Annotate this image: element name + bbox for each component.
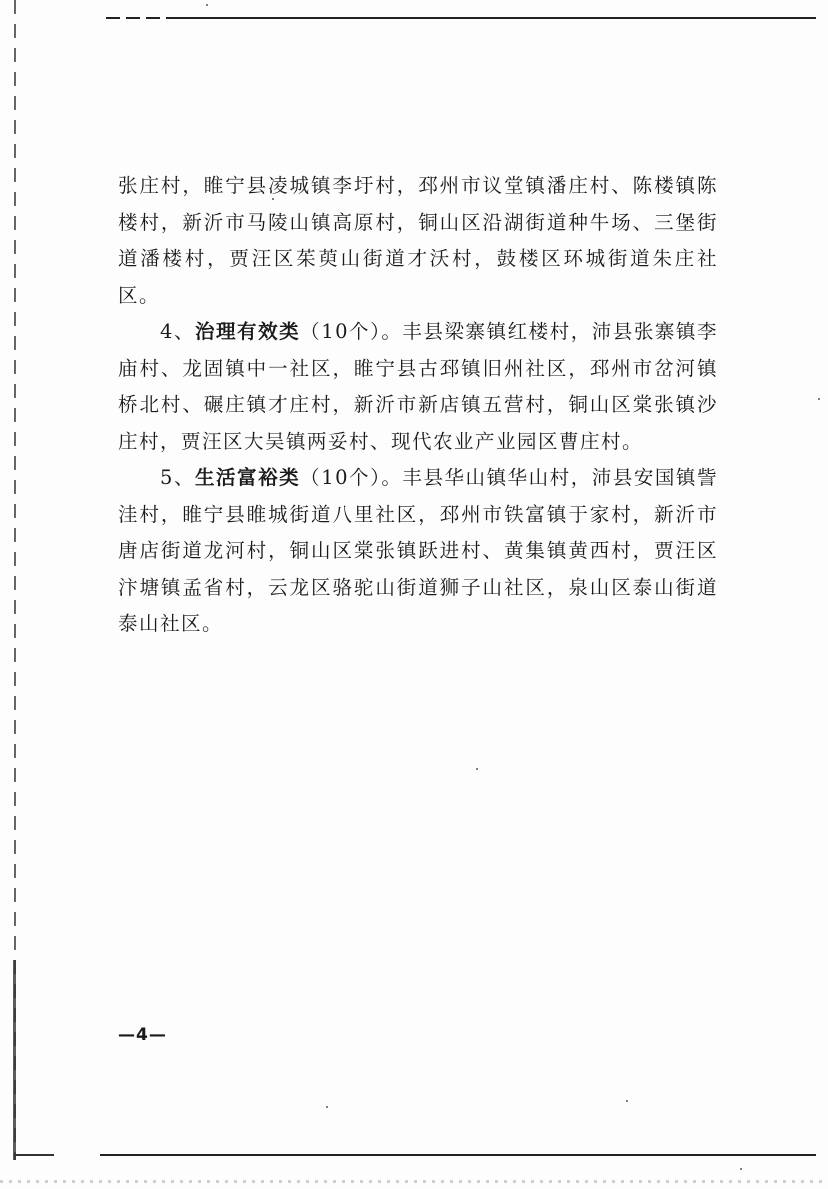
section-4-number: 4、 <box>160 320 195 343</box>
section-5-count: （10个）。 <box>300 466 403 489</box>
section-5-body: 丰县华山镇华山村，沛县安国镇訾洼村，睢宁县睢城街道八里社区，邳州市铁富镇于家村，新沂市唐店街道龙河村，铜山区棠张镇跃进村、黄集镇黄西村，贾汪区汴塘镇孟省村，云龙区骆驼山街道狮子山社区，泉山区泰山街道泰山社区。 <box>118 466 718 635</box>
bottom-rule <box>100 1154 816 1156</box>
continuation-paragraph: 张庄村，睢宁县凌城镇李圩村，邳州市议堂镇潘庄村、陈楼镇陈楼村，新沂市马陵山镇高原村，铜山区沿湖街道种牛场、三堡街道潘楼村，贾汪区茱萸山街道才沃村，鼓楼区环城街道朱庄社区。 <box>118 174 718 307</box>
section-5-number: 5、 <box>160 466 195 489</box>
section-4-count: （10个）。 <box>300 320 403 343</box>
section-5-paragraph <box>118 460 718 643</box>
scan-speck <box>818 398 820 400</box>
scan-bottom-corner <box>14 1154 54 1156</box>
body-text <box>118 168 718 643</box>
top-rule <box>100 17 816 19</box>
top-rule-break <box>100 16 180 20</box>
scan-speck <box>206 4 208 6</box>
scan-speck <box>740 1168 742 1170</box>
scan-bottom-noise <box>0 1180 828 1183</box>
scan-speck <box>626 1100 628 1102</box>
scan-speck <box>326 1106 328 1108</box>
scan-left-edge-dark <box>13 960 16 1160</box>
section-4-paragraph <box>118 314 718 460</box>
section-5-heading: 生活富裕类 <box>194 466 301 489</box>
page-number: —4— <box>118 1025 167 1045</box>
section-4-body: 丰县梁寨镇红楼村，沛县张寨镇李庙村、龙固镇中一社区，睢宁县古邳镇旧州社区，邳州市岔河镇桥北村、碾庄镇才庄村，新沂市新店镇五营村，铜山区棠张镇沙庄村，贾汪区大吴镇两妥村、现代农业产业园区曹庄村。 <box>118 320 718 453</box>
scan-speck <box>476 768 478 770</box>
section-4-heading: 治理有效类 <box>194 320 301 343</box>
